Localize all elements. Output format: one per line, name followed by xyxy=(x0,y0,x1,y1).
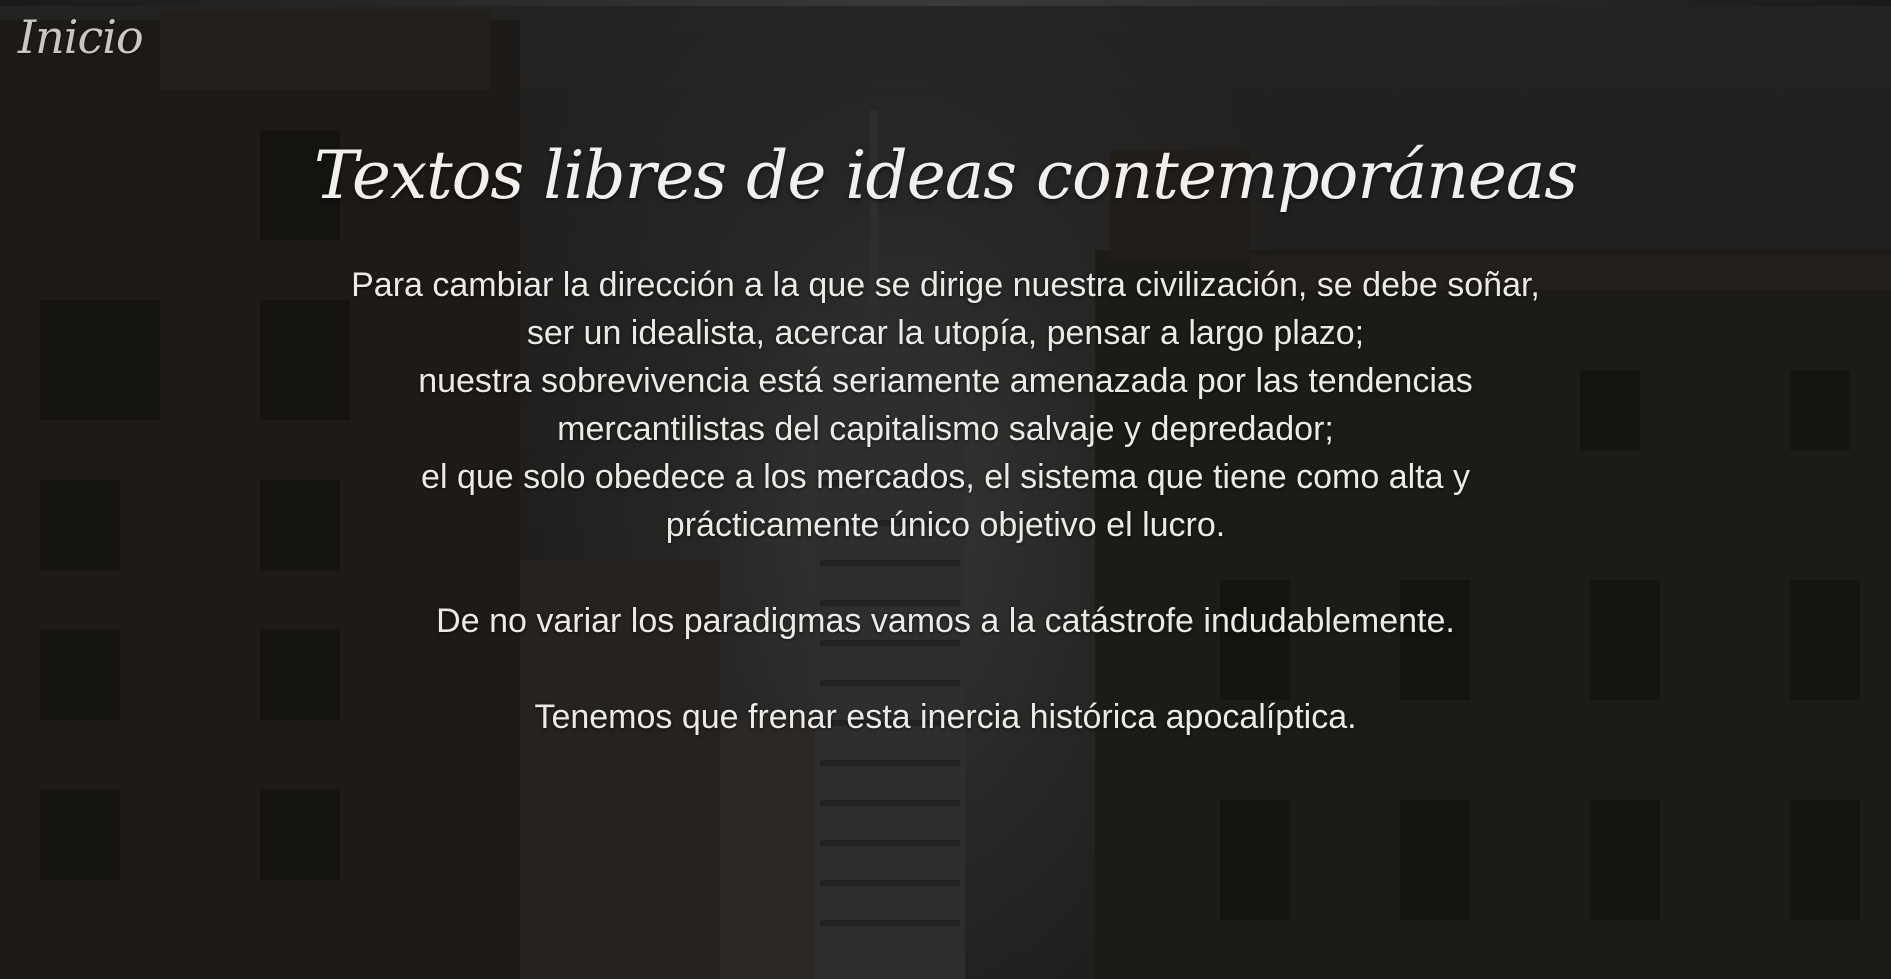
paragraph-line: nuestra sobrevivencia está seriamente amenazada por las tendencias xyxy=(418,361,1473,400)
spacer xyxy=(0,645,1891,693)
page-title: Textos libres de ideas contemporáneas xyxy=(313,137,1578,214)
top-border xyxy=(0,0,1891,6)
paragraph-line: el que solo obedece a los mercados, el sistema que tiene como alta y xyxy=(421,457,1470,496)
paragraph-line: ser un idealista, acercar la utopía, pensar a largo plazo; xyxy=(526,313,1365,352)
paragraph-line: mercantilistas del capitalismo salvaje y depredador; xyxy=(557,409,1334,448)
paragraph-catastrophe: De no variar los paradigmas vamos a la catástrofe indudablemente. xyxy=(436,601,1455,640)
paragraph-line: prácticamente único objetivo el lucro. xyxy=(665,505,1226,544)
paragraph-line: Para cambiar la dirección a la que se dirige nuestra civilización, se debe soñar, xyxy=(351,265,1540,304)
paragraph-intro xyxy=(0,261,1891,549)
spacer xyxy=(0,549,1891,597)
paragraph-inertia: Tenemos que frenar esta inercia histórica apocalíptica. xyxy=(534,697,1357,736)
main-content xyxy=(0,137,1891,741)
home-link[interactable]: Inicio xyxy=(18,10,143,64)
